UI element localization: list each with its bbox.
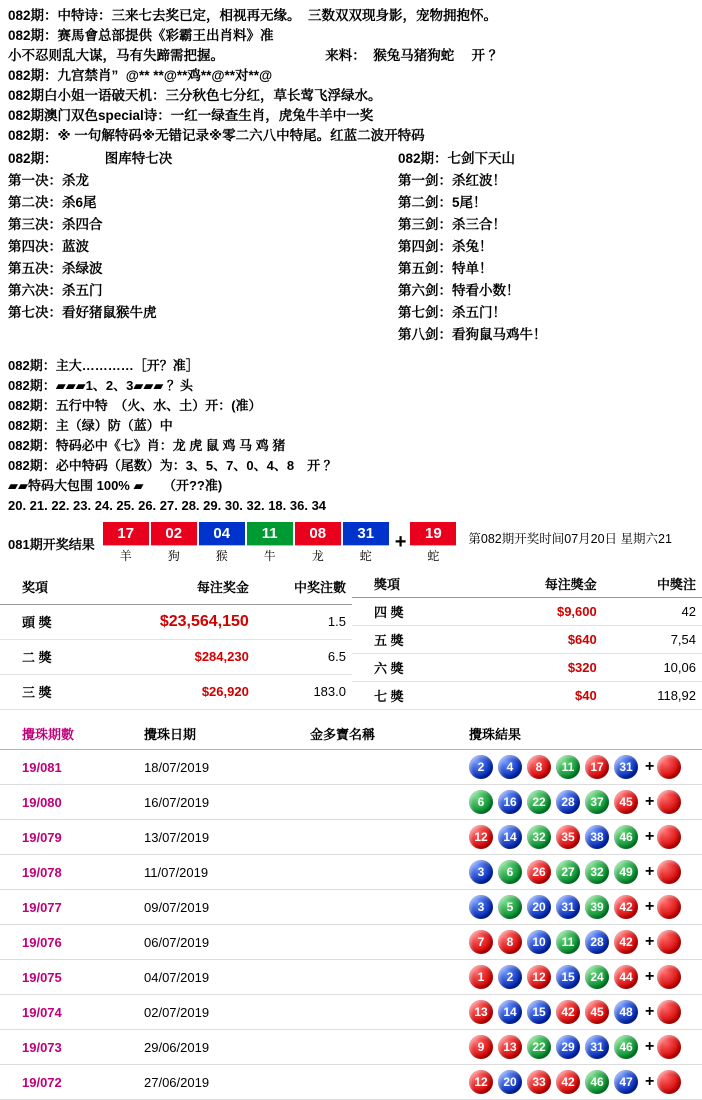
table-header-row	[0, 718, 702, 750]
draw-ball-zodiac: 蛇	[343, 545, 389, 564]
mid-line: 082期：必中特码（尾数）为：3、5、7、0、4、8 开 ？	[8, 458, 337, 473]
plus-separator: +	[645, 1038, 655, 1055]
row-jackpot-name	[288, 1030, 469, 1065]
row-date: 09/07/2019	[122, 890, 288, 925]
right-list-item: 第三剑：杀三合！	[398, 217, 506, 232]
draw-ball	[103, 522, 149, 564]
result-ball: 3	[469, 860, 493, 884]
draw-ball	[247, 522, 293, 564]
result-special-ball	[657, 825, 681, 849]
row-date: 13/07/2019	[122, 820, 288, 855]
result-ball: 2	[469, 755, 493, 779]
row-period: 19/076	[0, 925, 122, 960]
row-date: 02/07/2019	[122, 995, 288, 1030]
row-result	[469, 1030, 702, 1065]
result-ball: 17	[585, 755, 609, 779]
row-jackpot-name	[288, 1065, 469, 1100]
mid-line: 082期：特码必中《七》肖：龙 虎 鼠 鸡 马 鸡 猪	[8, 438, 286, 453]
draw-ball-zodiac: 牛	[247, 545, 293, 564]
row-period: 19/075	[0, 960, 122, 995]
prize-header-category: 獎項	[352, 570, 456, 598]
row-period: 19/080	[0, 785, 122, 820]
header-date: 攪珠日期	[122, 718, 288, 750]
result-ball: 6	[469, 790, 493, 814]
row-period: 19/079	[0, 820, 122, 855]
prize-label: 七 獎	[352, 682, 456, 710]
row-result	[469, 995, 702, 1030]
prize-count: 6.5	[255, 639, 352, 674]
prize-count: 7,54	[603, 626, 702, 654]
forecast-line: 082期：九宫禁肖” @** **@**鸡**@**对**@	[8, 68, 273, 83]
special-ball-zodiac: 蛇	[410, 545, 456, 564]
plus-separator: +	[645, 1003, 655, 1020]
prize-row	[352, 682, 702, 710]
draw-datetime-info: 第082期开奖时间07月20日 星期六21	[468, 532, 672, 546]
result-ball: 29	[556, 1035, 580, 1059]
prize-count: 118,92	[603, 682, 702, 710]
row-result	[469, 1065, 702, 1100]
draw-ball	[295, 522, 341, 564]
draw-history-section	[0, 710, 702, 1100]
result-ball: 45	[585, 1000, 609, 1024]
header-period: 攪珠期數	[0, 718, 122, 750]
mid-line: 082期：主（绿）防（蓝）中	[8, 418, 173, 433]
left-list-item: 第二决：杀6尾	[8, 195, 97, 210]
draw-history-table	[0, 718, 702, 1100]
row-jackpot-name	[288, 750, 469, 785]
result-ball: 12	[469, 825, 493, 849]
row-period: 19/078	[0, 855, 122, 890]
row-result	[469, 960, 702, 995]
result-special-ball	[657, 895, 681, 919]
result-ball: 1	[469, 965, 493, 989]
row-jackpot-name	[288, 890, 469, 925]
result-special-ball	[657, 1000, 681, 1024]
prize-label: 五 獎	[352, 626, 456, 654]
result-ball: 15	[527, 1000, 551, 1024]
forecast-line: 082期：※ 一句解特码※无错记录※零二六八中特尾。红蓝二波开特码	[8, 128, 425, 143]
result-ball: 6	[498, 860, 522, 884]
result-ball: 45	[614, 790, 638, 814]
result-ball: 46	[614, 825, 638, 849]
two-column-lists	[8, 148, 694, 346]
row-date: 06/07/2019	[122, 925, 288, 960]
result-ball: 48	[614, 1000, 638, 1024]
result-ball: 42	[614, 930, 638, 954]
left-list-item: 第六决：杀五门	[8, 283, 103, 298]
result-ball: 46	[585, 1070, 609, 1094]
result-ball: 8	[498, 930, 522, 954]
right-list-item: 第四剑：杀兔！	[398, 239, 493, 254]
draw-ball	[199, 522, 245, 564]
result-ball: 46	[614, 1035, 638, 1059]
latest-draw-result	[0, 516, 702, 566]
prize-count: 42	[603, 598, 702, 626]
result-ball: 11	[556, 755, 580, 779]
result-ball: 12	[527, 965, 551, 989]
draw-ball-number: 08	[295, 522, 341, 545]
table-row[interactable]	[0, 1030, 702, 1065]
result-ball: 44	[614, 965, 638, 989]
result-ball: 14	[498, 825, 522, 849]
prize-amount: $9,600	[456, 598, 603, 626]
row-period: 19/072	[0, 1065, 122, 1100]
result-ball: 35	[556, 825, 580, 849]
table-row[interactable]	[0, 855, 702, 890]
plus-separator: +	[645, 898, 655, 915]
result-special-ball	[657, 1070, 681, 1094]
draw-ball-number: 02	[151, 522, 197, 545]
plus-separator: +	[645, 1073, 655, 1090]
table-row[interactable]	[0, 925, 702, 960]
prize-table-left	[0, 570, 352, 710]
row-result	[469, 925, 702, 960]
left-list-column	[8, 148, 338, 346]
prize-amount: $284,230	[102, 639, 254, 674]
right-list-item: 第六剑：特看小数！	[398, 283, 520, 298]
result-ball: 38	[585, 825, 609, 849]
mid-line: 20. 21. 22. 23. 24. 25. 26. 27. 28. 29. 30. 32. 18. 36. 34	[8, 498, 327, 513]
forecast-line: 082期澳门双色special诗：一红一绿查生肖，虎兔牛羊中一奖	[8, 108, 374, 123]
row-jackpot-name	[288, 785, 469, 820]
prize-row	[0, 639, 352, 674]
prize-count: 1.5	[255, 604, 352, 639]
row-jackpot-name	[288, 855, 469, 890]
table-row[interactable]	[0, 785, 702, 820]
forecast-line: 082期：赛馬會总部提供《彩霸王出肖料》准	[8, 28, 274, 43]
plus-separator: +	[645, 758, 655, 775]
right-list-item: 第一剑：杀红波！	[398, 173, 506, 188]
special-ball-number: 19	[410, 522, 456, 545]
plus-separator: +	[645, 793, 655, 810]
draw-ball-zodiac: 狗	[151, 545, 197, 564]
prize-row	[0, 674, 352, 709]
row-date: 16/07/2019	[122, 785, 288, 820]
draw-ball-zodiac: 猴	[199, 545, 245, 564]
table-row[interactable]	[0, 1065, 702, 1100]
prize-row	[0, 604, 352, 639]
mid-line: ▰▰特码大包围 100% ▰ （开??准)	[8, 478, 223, 493]
result-ball: 13	[469, 1000, 493, 1024]
result-ball: 14	[498, 1000, 522, 1024]
result-ball: 47	[614, 1070, 638, 1094]
result-special-ball	[657, 1035, 681, 1059]
table-row[interactable]	[0, 820, 702, 855]
right-list-item: 第二剑：5尾！	[398, 195, 487, 210]
row-period: 19/081	[0, 750, 122, 785]
left-list-title: 082期： 图库特七决	[8, 151, 173, 166]
draw-ball-zodiac: 龙	[295, 545, 341, 564]
result-ball: 9	[469, 1035, 493, 1059]
prize-amount: $640	[456, 626, 603, 654]
prize-header-category: 奖項	[0, 570, 102, 604]
row-result	[469, 750, 702, 785]
left-list-item: 第五决：杀绿波	[8, 261, 103, 276]
result-ball: 37	[585, 790, 609, 814]
row-date: 27/06/2019	[122, 1065, 288, 1100]
prize-table-right	[352, 570, 702, 710]
left-list-item: 第三决：杀四合	[8, 217, 103, 232]
result-ball: 31	[556, 895, 580, 919]
result-ball: 22	[527, 1035, 551, 1059]
plus-separator: +	[645, 863, 655, 880]
right-list-title: 082期：七剑下天山	[398, 151, 516, 166]
prize-header-count: 中獎注	[603, 570, 702, 598]
right-list-item: 第八剑：看狗鼠马鸡牛！	[398, 327, 547, 342]
result-ball: 4	[498, 755, 522, 779]
result-ball: 22	[527, 790, 551, 814]
result-ball: 27	[556, 860, 580, 884]
row-result	[469, 855, 702, 890]
plus-separator: +	[645, 968, 655, 985]
result-ball: 49	[614, 860, 638, 884]
row-jackpot-name	[288, 925, 469, 960]
row-result	[469, 820, 702, 855]
draw-ball-number: 17	[103, 522, 149, 545]
result-ball: 28	[556, 790, 580, 814]
row-period: 19/074	[0, 995, 122, 1030]
result-ball: 11	[556, 930, 580, 954]
mid-line: 082期：五行中特 （火、水、土）开：(准）	[8, 398, 262, 413]
plus-separator: +	[645, 933, 655, 950]
left-list-item: 第四决：蓝波	[8, 239, 89, 254]
prize-amount: $320	[456, 654, 603, 682]
right-list-column	[338, 148, 678, 346]
result-special-ball	[657, 755, 681, 779]
result-ball: 20	[498, 1070, 522, 1094]
right-list-item: 第五剑：特单！	[398, 261, 493, 276]
result-special-ball	[657, 965, 681, 989]
prize-header-amount: 每注奖金	[102, 570, 254, 604]
result-ball: 10	[527, 930, 551, 954]
row-period: 19/073	[0, 1030, 122, 1065]
table-row[interactable]	[0, 995, 702, 1030]
prize-label: 四 獎	[352, 598, 456, 626]
result-ball: 16	[498, 790, 522, 814]
row-date: 18/07/2019	[122, 750, 288, 785]
prize-amount: $40	[456, 682, 603, 710]
draw-ball-number: 04	[199, 522, 245, 545]
result-ball: 26	[527, 860, 551, 884]
prize-label: 六 獎	[352, 654, 456, 682]
draw-ball-zodiac: 羊	[103, 545, 149, 564]
special-ball	[410, 522, 456, 564]
result-special-ball	[657, 860, 681, 884]
prize-tables	[0, 566, 702, 710]
result-ball: 8	[527, 755, 551, 779]
mid-line: 082期：▰▰▰1、2、3▰▰▰ ？头	[8, 378, 193, 393]
prize-row	[352, 654, 702, 682]
row-result	[469, 890, 702, 925]
result-ball: 31	[614, 755, 638, 779]
result-ball: 2	[498, 965, 522, 989]
result-special-ball	[657, 790, 681, 814]
row-date: 11/07/2019	[122, 855, 288, 890]
latest-draw-title: 081期开奖结果	[8, 536, 95, 552]
forecast-line: 小不忍则乱大谋，马有失蹄需把握。 来料： 猴兔马猪狗蛇 开 ？	[8, 48, 503, 63]
mid-line: 082期：主大…………［开？准］	[8, 358, 199, 373]
result-ball: 3	[469, 895, 493, 919]
header-result: 攪珠結果	[469, 718, 702, 750]
result-special-ball	[657, 930, 681, 954]
plus-separator: +	[645, 828, 655, 845]
result-ball: 13	[498, 1035, 522, 1059]
draw-ball	[343, 522, 389, 564]
prize-amount: $23,564,150	[102, 604, 254, 639]
result-ball: 39	[585, 895, 609, 919]
prize-count: 10,06	[603, 654, 702, 682]
prize-row	[352, 626, 702, 654]
prize-header-count: 中奖注數	[255, 570, 352, 604]
right-list-item: 第七剑：杀五门！	[398, 305, 506, 320]
left-list-item: 第一决：杀龙	[8, 173, 89, 188]
result-ball: 31	[585, 1035, 609, 1059]
result-ball: 32	[585, 860, 609, 884]
prize-label: 三 獎	[0, 674, 102, 709]
draw-ball-number: 11	[247, 522, 293, 545]
table-row[interactable]	[0, 890, 702, 925]
prize-header-amount: 每注獎金	[456, 570, 603, 598]
result-ball: 15	[556, 965, 580, 989]
table-row[interactable]	[0, 960, 702, 995]
draw-ball-number: 31	[343, 522, 389, 545]
plus-sign: +	[394, 531, 407, 553]
result-ball: 20	[527, 895, 551, 919]
result-ball: 42	[556, 1070, 580, 1094]
result-ball: 42	[614, 895, 638, 919]
forecast-line: 082期白小姐一语破天机：三分秋色七分红，草长莺飞浮绿水。	[8, 88, 382, 103]
row-date: 04/07/2019	[122, 960, 288, 995]
row-jackpot-name	[288, 820, 469, 855]
result-ball: 32	[527, 825, 551, 849]
prize-amount: $26,920	[102, 674, 254, 709]
result-ball: 12	[469, 1070, 493, 1094]
prize-row	[352, 598, 702, 626]
forecast-line: 082期：中特诗：三来七去奖已定，相视再无缘。 三数双双现身影，宠物拥抱怀。	[8, 8, 498, 23]
result-ball: 42	[556, 1000, 580, 1024]
latest-draw-balls	[103, 522, 459, 564]
result-ball: 28	[585, 930, 609, 954]
row-result	[469, 785, 702, 820]
prize-label: 二 獎	[0, 639, 102, 674]
table-row[interactable]	[0, 750, 702, 785]
result-ball: 24	[585, 965, 609, 989]
result-ball: 5	[498, 895, 522, 919]
draw-ball	[151, 522, 197, 564]
row-period: 19/077	[0, 890, 122, 925]
result-ball: 33	[527, 1070, 551, 1094]
row-jackpot-name	[288, 995, 469, 1030]
row-jackpot-name	[288, 960, 469, 995]
prize-label: 頭 獎	[0, 604, 102, 639]
left-list-item: 第七决：看好猪鼠猴牛虎	[8, 305, 157, 320]
prize-count: 183.0	[255, 674, 352, 709]
result-ball: 7	[469, 930, 493, 954]
row-date: 29/06/2019	[122, 1030, 288, 1065]
header-jackpot-name: 金多寶名稱	[288, 718, 469, 750]
forecast-text-block	[0, 0, 702, 516]
